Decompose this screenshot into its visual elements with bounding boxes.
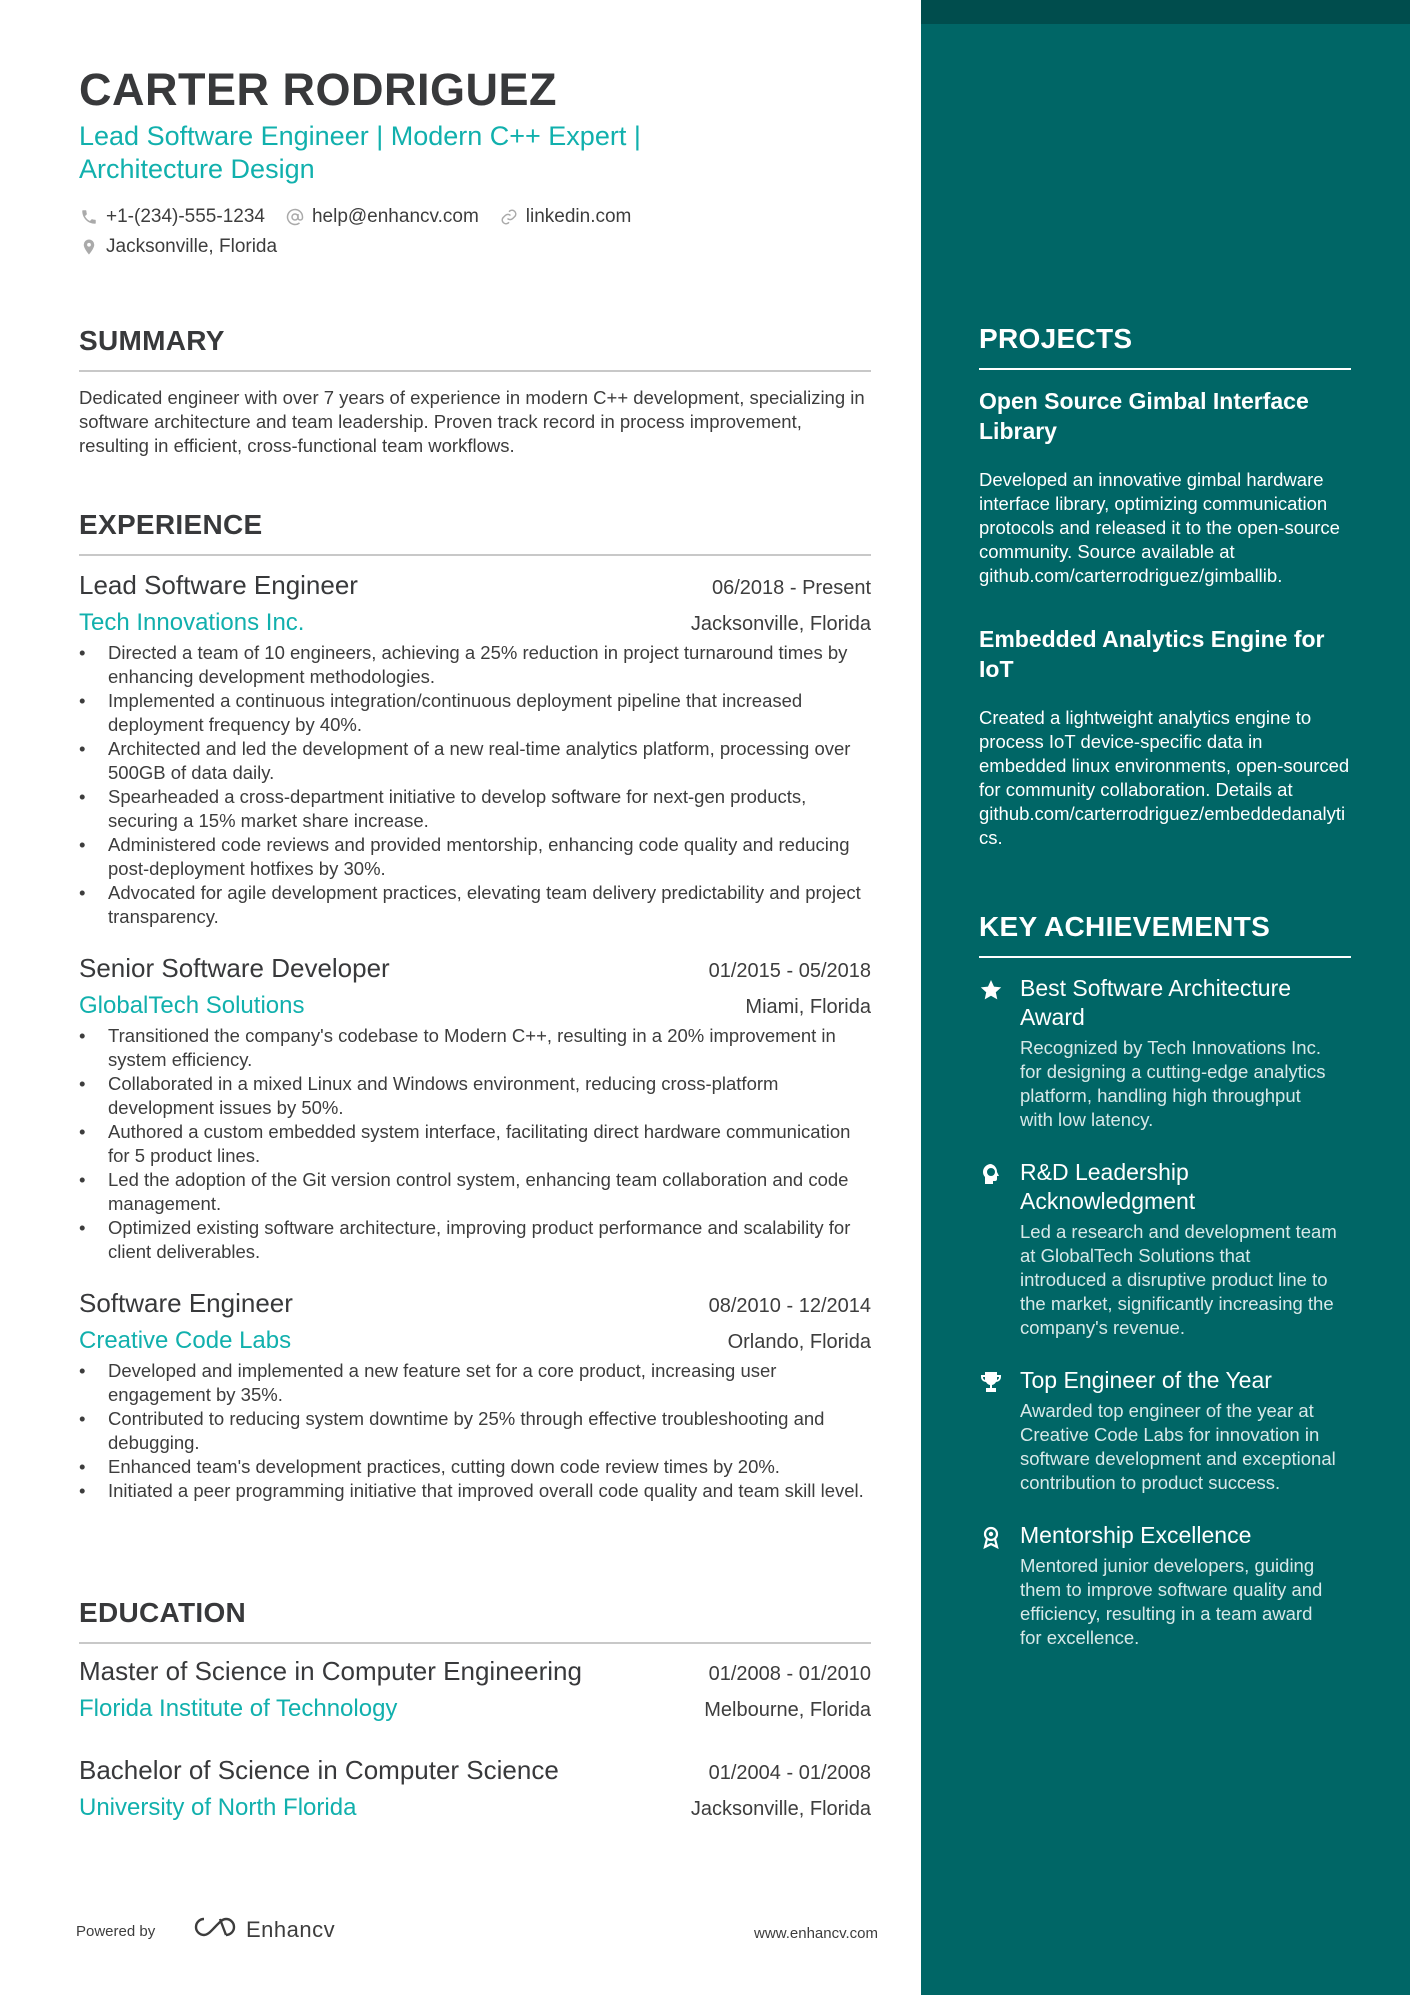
job-title: Software Engineer — [79, 1288, 293, 1318]
website-text: linkedin.com — [525, 206, 632, 227]
footer-website-link[interactable]: www.enhancv.com — [754, 1925, 878, 1942]
education-entry — [79, 1656, 871, 1723]
location-contact — [79, 236, 277, 258]
sidebar-top-band — [921, 0, 1410, 24]
job-dates: 06/2018 - Present — [712, 577, 871, 599]
job-entry — [79, 953, 871, 1264]
location-pin-icon — [79, 237, 99, 257]
achievement-entry — [979, 1158, 1351, 1340]
trophy-icon — [979, 1366, 1005, 1495]
star-icon — [979, 974, 1005, 1132]
bullet-item: • Directed a team of 10 engineers, achieving a 25% reduction in project turnaround times by enhancing development methodologies. — [79, 641, 871, 689]
job-dates: 08/2010 - 12/2014 — [708, 1295, 871, 1317]
job-bullets — [79, 1359, 871, 1503]
bullet-item: • Implemented a continuous integration/continuous deployment pipeline that increased deployment frequency by 40%. — [79, 689, 871, 737]
education-heading: EDUCATION — [79, 1597, 247, 1628]
achievements-heading: KEY ACHIEVEMENTS — [979, 911, 1271, 942]
experience-heading: EXPERIENCE — [79, 509, 263, 540]
projects-section — [979, 322, 1351, 850]
phone-text: +1-(234)-555-1234 — [106, 206, 265, 227]
projects-heading: PROJECTS — [979, 323, 1133, 354]
project-description: Developed an innovative gimbal hardware interface library, optimizing communication protocols and released it to the open-source community. Source available at github.com/carterrodriguez/gimballib. — [979, 469, 1340, 586]
education-entry — [79, 1755, 871, 1822]
summary-text: Dedicated engineer with over 7 years of experience in modern C++ development, specializing in software architecture and team leadership. Proven track record in process improvement, resulting in efficient, cross-functional team workflows. — [79, 387, 865, 456]
bullet-item: • Optimized existing software architecture, improving product performance and scalability for client deliverables. — [79, 1216, 871, 1264]
achievement-description: Recognized by Tech Innovations Inc. for designing a cutting-edge analytics platform, handling high throughput with low latency. — [1020, 1037, 1326, 1130]
project-entry — [979, 386, 1351, 588]
bullet-item: • Transitioned the company's codebase to Modern C++, resulting in a 20% improvement in system efficiency. — [79, 1024, 871, 1072]
link-icon — [499, 207, 519, 227]
bullet-item: • Collaborated in a mixed Linux and Windows environment, reducing cross-platform development issues by 50%. — [79, 1072, 871, 1120]
achievement-title: Best Software Architecture Award — [1020, 975, 1292, 1030]
school-location: Melbourne, Florida — [704, 1699, 871, 1721]
achievement-description: Awarded top engineer of the year at Creative Code Labs for innovation in software development and exceptional contribution to product success. — [1020, 1400, 1336, 1493]
achievement-description: Led a research and development team at GlobalTech Solutions that introduced a disruptive product line to the market, significantly increasing the company's revenue. — [1020, 1221, 1337, 1338]
job-title: Senior Software Developer — [79, 953, 390, 983]
degree-name: Bachelor of Science in Computer Science — [79, 1755, 559, 1785]
job-bullets — [79, 1024, 871, 1264]
summary-section — [79, 324, 871, 458]
job-location: Miami, Florida — [745, 996, 871, 1018]
website-contact[interactable] — [499, 206, 632, 228]
job-location: Orlando, Florida — [727, 1331, 871, 1353]
section-divider — [979, 956, 1351, 958]
candidate-name: CARTER RODRIGUEZ — [79, 64, 557, 115]
enhancv-logo-icon — [192, 1915, 238, 1944]
main-column — [79, 64, 871, 1821]
sidebar — [921, 0, 1410, 1995]
bullet-item: • Contributed to reducing system downtime by 25% through effective troubleshooting and debugging. — [79, 1407, 871, 1455]
school-name: University of North Florida — [79, 1794, 357, 1821]
section-divider — [979, 368, 1351, 370]
bullet-item: • Architected and led the development of a new real-time analytics platform, processing over 500GB of data daily. — [79, 737, 871, 785]
summary-heading: SUMMARY — [79, 325, 225, 356]
bullet-item: • Enhanced team's development practices, cutting down code review times by 20%. — [79, 1455, 871, 1479]
achievement-entry — [979, 1521, 1351, 1650]
experience-section — [79, 508, 871, 1503]
contact-info — [79, 202, 871, 262]
company-name: Creative Code Labs — [79, 1327, 292, 1354]
achievements-section — [979, 910, 1351, 1650]
school-name: Florida Institute of Technology — [79, 1695, 398, 1722]
project-title: Embedded Analytics Engine for IoT — [979, 626, 1325, 682]
degree-name: Master of Science in Computer Engineering — [79, 1656, 582, 1686]
job-title: Lead Software Engineer — [79, 570, 358, 600]
achievement-entry — [979, 974, 1351, 1132]
achievement-entry — [979, 1366, 1351, 1495]
email-text: help@enhancv.com — [311, 206, 479, 227]
phone-icon — [79, 207, 99, 227]
location-text: Jacksonville, Florida — [106, 236, 278, 257]
email-contact[interactable] — [285, 206, 479, 228]
company-name: Tech Innovations Inc. — [79, 609, 305, 636]
job-location: Jacksonville, Florida — [690, 613, 871, 635]
medal-icon — [979, 1521, 1005, 1650]
bullet-item: • Administered code reviews and provided mentorship, enhancing code quality and reducing post-deployment hotfixes by 30%. — [79, 833, 871, 881]
enhancv-logo-text: Enhancv — [246, 1916, 336, 1942]
project-entry — [979, 624, 1351, 850]
education-dates: 01/2008 - 01/2010 — [708, 1663, 871, 1685]
project-title: Open Source Gimbal Interface Library — [979, 388, 1309, 444]
school-location: Jacksonville, Florida — [690, 1798, 871, 1820]
job-bullets — [79, 641, 871, 929]
bullet-item: • Authored a custom embedded system interface, facilitating direct hardware communication for 5 product lines. — [79, 1120, 871, 1168]
achievement-title: Mentorship Excellence — [1020, 1522, 1252, 1548]
job-dates: 01/2015 - 05/2018 — [708, 960, 871, 982]
achievement-title: R&D Leadership Acknowledgment — [1020, 1159, 1196, 1214]
achievement-description: Mentored junior developers, guiding them to improve software quality and efficiency, resulting in a team award for excellence. — [1020, 1555, 1323, 1648]
job-entry — [79, 570, 871, 929]
candidate-headline: Lead Software Engineer | Modern C++ Expert | Architecture Design — [79, 121, 641, 184]
page-footer — [76, 1915, 878, 1955]
bullet-item: • Developed and implemented a new feature set for a core product, increasing user engagement by 35%. — [79, 1359, 871, 1407]
achievement-title: Top Engineer of the Year — [1020, 1367, 1272, 1393]
bullet-item: • Led the adoption of the Git version control system, enhancing team collaboration and code management. — [79, 1168, 871, 1216]
phone-contact[interactable] — [79, 206, 265, 228]
project-description: Created a lightweight analytics engine to process IoT device-specific data in embedded linux environments, open-sourced for community collaboration. Details at github.com/carterrodriguez/embeddedanalytics. — [979, 707, 1350, 848]
education-section — [79, 1596, 871, 1822]
bullet-item: • Advocated for agile development practices, elevating team delivery predictability and project transparency. — [79, 881, 871, 929]
sidebar-content — [979, 322, 1351, 1650]
section-divider — [79, 554, 871, 556]
bullet-item: • Initiated a peer programming initiative that improved overall code quality and team skill level. — [79, 1479, 871, 1503]
job-entry — [79, 1288, 871, 1503]
at-icon — [285, 207, 305, 227]
enhancv-logo[interactable] — [192, 1915, 335, 1944]
company-name: GlobalTech Solutions — [79, 992, 305, 1019]
section-divider — [79, 370, 871, 372]
powered-by-text: Powered by — [76, 1923, 156, 1940]
bullet-item: • Spearheaded a cross-department initiative to develop software for next-gen products, securing a 15% market share increase. — [79, 785, 871, 833]
education-dates: 01/2004 - 01/2008 — [708, 1762, 871, 1784]
section-divider — [79, 1642, 871, 1644]
brain-icon — [979, 1158, 1005, 1340]
